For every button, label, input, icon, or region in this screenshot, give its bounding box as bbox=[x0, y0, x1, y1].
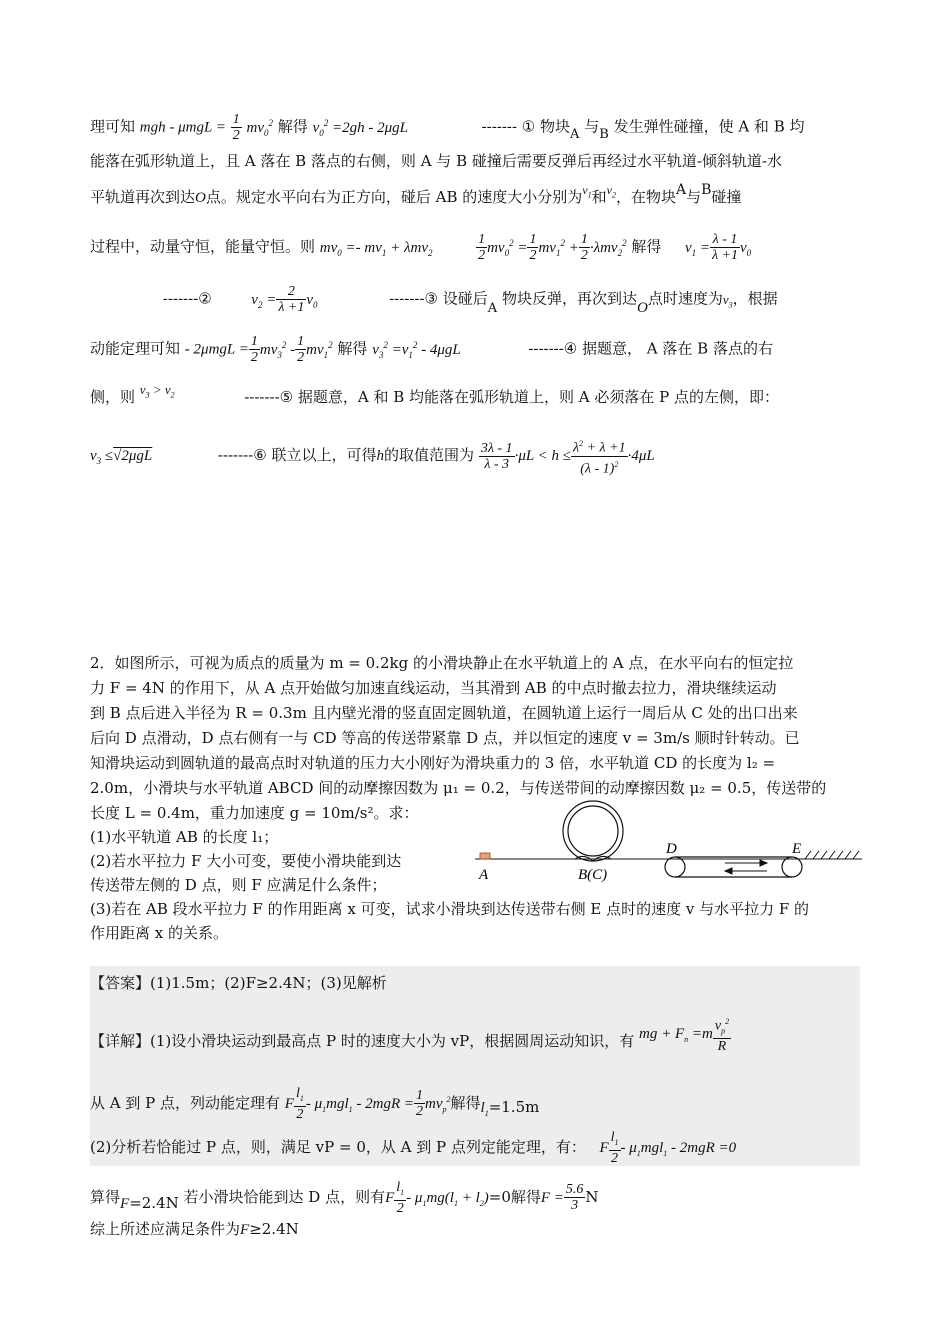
text: ≥2.4N bbox=[249, 1220, 299, 1238]
letter: A bbox=[570, 126, 580, 142]
text: 和 bbox=[591, 188, 607, 206]
question-3b: 作用距离 x 的关系。 bbox=[90, 924, 228, 942]
label-BC: B(C) bbox=[578, 867, 608, 883]
letter: B bbox=[701, 182, 712, 198]
answer-summary: 【答案】(1)1.5m；(2)F≥2.4N；(3)见解析 bbox=[90, 974, 387, 992]
formula: $mv_0^2$ bbox=[246, 117, 273, 138]
label-E: E bbox=[792, 841, 802, 857]
letter: O bbox=[195, 190, 206, 206]
problem-text-7: 长度 L = 0.4m，重力加速度 g = 10m/s²。求： bbox=[90, 804, 419, 822]
text: =0解得 bbox=[488, 1187, 541, 1206]
track-diagram bbox=[470, 793, 870, 891]
question-1: (1)水平轨道 AB 的长度 l₁； bbox=[90, 828, 279, 846]
formula-result: $v_0^2 =2gh - 2\mu gL$ bbox=[312, 117, 408, 138]
text: 解得 bbox=[277, 117, 308, 136]
text: 点。规定水平向右为正方向，碰后 AB 的速度大小分别为 bbox=[205, 188, 583, 206]
detail-line-1: 【详解】(1)设小滑块运动到最高点 P 时的速度大小为 vP，根据圆周运动知识，有 mg + $F_n =m$ $\frac{v_p^2}{R}$ bbox=[90, 1022, 731, 1062]
text: 算得 bbox=[90, 1187, 121, 1206]
line-8: $v_3 \le√2\mu gL$ -------⑥ 联立以上，可得h的取值范围为 $\frac{3\lambda - 1}{\lambda - 3}$ ·μL < h ≤ $\frac{\lambda^2 + \lambda +1}{(\lambda - 1)^2}$ ·4μL bbox=[90, 436, 655, 476]
slider-block bbox=[480, 853, 490, 859]
text: ，根据 bbox=[732, 289, 778, 308]
text: 与 bbox=[584, 117, 600, 136]
letter: B bbox=[599, 126, 609, 142]
text: -------② bbox=[162, 289, 212, 308]
text: 物块反弹，再次到达 bbox=[501, 289, 637, 308]
text: -------③ 设碰后 bbox=[389, 289, 488, 308]
text: 过程中，动量守恒，能量守恒。则 bbox=[90, 237, 316, 256]
label-D: D bbox=[666, 841, 677, 857]
detail-line-4: 算得F=2.4N 若小滑块恰能到达 D 点，则有F $\frac{l_1}{2}$ - $\mu_1mg(l_1 + l_2)=0$解得F = $\frac{5.6}{3}$ N bbox=[90, 1180, 599, 1216]
line-6: 动能定理可知 - 2μmgL = $\frac{1}{2}$ $mv_3^2$ - $\frac{1}{2}$ $mv_1^2$ 解得 $v_3^2 =v_1^2 - 4\mu gL$ -------④ 据题意， A 落在 B 落点的右 bbox=[90, 334, 773, 365]
problem-text-5: 知滑块运动到圆轨道的最高点时对轨道的压力大小刚好为滑块重力的 3 倍，水平轨道 CD 的长度为 l₂ = bbox=[90, 754, 776, 772]
text: 解得 bbox=[631, 237, 662, 256]
fraction: $\frac{1}{2}$ bbox=[478, 232, 486, 263]
text: 【详解】(1)设小滑块运动到最高点 P 时的速度大小为 vP，根据圆周运动知识，有 bbox=[90, 1032, 635, 1051]
text: 理可知 bbox=[90, 117, 136, 136]
text: 动能定理可知 bbox=[90, 339, 181, 358]
question-2b: 传送带左侧的 D 点，则 F 应满足什么条件； bbox=[90, 876, 387, 894]
text: N bbox=[585, 1187, 599, 1206]
belt-left-roller bbox=[665, 857, 685, 877]
letter: h bbox=[376, 448, 385, 465]
text: 侧，则 bbox=[90, 388, 136, 406]
label-A: A bbox=[479, 867, 489, 883]
line-7: 侧，则 $v_3 > v_2$ -------⑤ 据题意，A 和 B 均能落在弧形轨道上，则 A 必须落在 P 点的左侧，即： bbox=[90, 382, 780, 406]
question-2a: (2)若水平拉力 F 大小可变，要使小滑块能到达 bbox=[90, 852, 402, 870]
text: -------④ 据题意， A 落在 B 落点的右 bbox=[528, 339, 773, 358]
text: 解得 bbox=[337, 339, 368, 358]
question-3a: (3)若在 AB 段水平拉力 F 的作用距离 x 可变，试求小滑块到达传送带右侧 E 点时的速度 v 与水平拉力 F 的 bbox=[90, 900, 810, 918]
line-1 bbox=[90, 112, 805, 143]
line-4: 过程中，动量守恒，能量守恒。则 $mv_0 =- mv_1 + \lambda mv_2$ $\frac{1}{2}$ $mv_0^2$ = $\frac{1}{2}$ $mv_1^2$ + $\frac{1}{2}$ ·λmv$_2^2$ 解得 $v_1$ = $\frac{\lambda - 1}{\lambda +1}$ $v_0$ bbox=[90, 232, 752, 263]
text: ------- ① 物块 bbox=[481, 117, 571, 136]
text: 的取值范围为 bbox=[384, 446, 475, 465]
detail-line-3: (2)分析若恰能过 P 点，则，满足 vP = 0，从 A 到 P 点列定能定理，有： F $\frac{l_1}{2}$ - $\mu_1mgl_1 - 2mgR =0$ bbox=[90, 1130, 737, 1166]
loop-track-inner bbox=[568, 806, 618, 856]
belt-right-roller bbox=[782, 857, 802, 877]
problem-text-2: 力 F = 4N 的作用下，从 A 点开始做匀加速直线运动，当其滑到 AB 的中点时撤去拉力，滑块继续运动 bbox=[90, 679, 777, 697]
letter: O bbox=[636, 299, 648, 316]
belt-arrows bbox=[725, 860, 767, 874]
letter: A bbox=[487, 300, 498, 316]
problem-text-1: 2．如图所示，可视为质点的质量为 m = 0.2kg 的小滑块静止在水平轨道上的 A 点，在水平向右的恒定拉 bbox=[90, 654, 794, 672]
problem-text-6: 2.0m，小滑块与水平轨道 ABCD 间的动摩擦因数为 μ₁ = 0.2，与传送带间的动摩擦因数 μ₂ = 0.5，传送带的 bbox=[90, 779, 827, 797]
text: 解得 bbox=[450, 1093, 481, 1112]
text: -------⑥ 联立以上，可得 bbox=[217, 446, 377, 465]
text: -------⑤ 据题意，A 和 B 均能落在弧形轨道上，则 A 必须落在 P 点的左侧，即： bbox=[244, 388, 780, 406]
text: 发生弹性碰撞，使 A 和 B 均 bbox=[613, 117, 805, 136]
line-5: -------② $v_2$ = $\frac{2}{\lambda +1}$ $v_0$ -------③ 设碰后A 物块反弹，再次到达O点时速度为$v_3$，根据 bbox=[162, 284, 778, 316]
text: =2.4N bbox=[129, 1193, 179, 1212]
formula-energy: mgh - μmgL = bbox=[139, 119, 226, 136]
letter: A bbox=[675, 182, 687, 198]
problem-text-4: 后向 D 点滑动，D 点右侧有一与 CD 等高的传送带紧靠 D 点，并以恒定的速度 v = 3m/s 顺时针转动。已 bbox=[90, 729, 800, 747]
hatching bbox=[800, 851, 862, 859]
fraction: $\frac{1}{2}$ bbox=[232, 112, 240, 143]
formula-momentum: $mv_0 =- mv_1 + \lambda mv_2$ bbox=[319, 239, 433, 258]
detail-line-5: 综上所述应满足条件为F≥2.4N bbox=[90, 1220, 299, 1238]
text: 与 bbox=[686, 188, 702, 206]
text: 碰撞 bbox=[711, 188, 742, 206]
loop-track-outer bbox=[563, 801, 623, 861]
text: (2)分析若恰能过 P 点，则，满足 vP = 0，从 A 到 P 点列定能定理，有： bbox=[90, 1137, 586, 1156]
text: 点时速度为 bbox=[647, 289, 723, 308]
detail-line-2: 从 A 到 P 点，列动能定理有 F $\frac{l_1}{2}$ - $\mu_1mgl_1 - 2mgR$ = $\frac{1}{2}$ $mv_p^2$解得$l_1=1.5m$ bbox=[90, 1086, 540, 1122]
line-3: 平轨道再次到达O点。规定水平向右为正方向，碰后 AB 的速度大小分别为$^{v_1}$和$^{v_2}$，在物块A与B碰撞 bbox=[90, 182, 742, 206]
text: 从 A 到 P 点，列动能定理有 bbox=[90, 1093, 280, 1112]
text: 综上所述应满足条件为 bbox=[90, 1220, 241, 1238]
text: 平轨道再次到达 bbox=[90, 188, 196, 206]
text: =1.5m bbox=[488, 1097, 540, 1116]
text: 若小滑块恰能到达 D 点，则有 bbox=[183, 1187, 386, 1206]
text: ，在物块 bbox=[615, 188, 676, 206]
line-2: 能落在弧形轨道上，且 A 落在 B 落点的右侧，则 A 与 B 碰撞后需要反弹后再经过水平轨道-倾斜轨道-水 bbox=[90, 152, 782, 170]
problem-text-3: 到 B 点后进入半径为 R = 0.3m 且内壁光滑的竖直固定圆轨道，在圆轨道上运行一周后从 C 处的出口出来 bbox=[90, 704, 798, 722]
